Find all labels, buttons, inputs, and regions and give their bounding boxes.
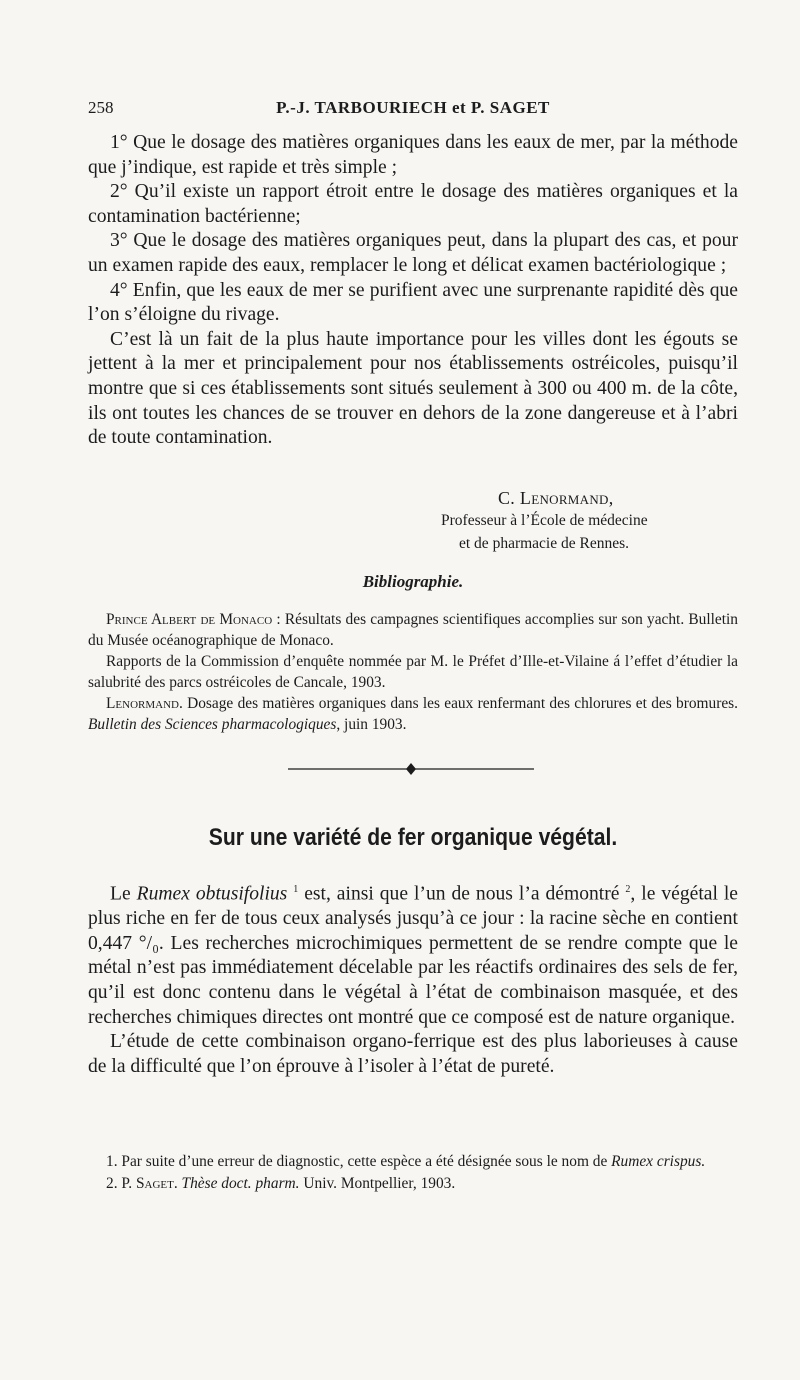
- page-number: 258: [88, 98, 114, 117]
- conclusion-3: 3° Que le dosage des matières organiques peut, dans la plupart des cas, et pour un examen rapide des eaux, remplacer le long et délicat examen bactériologique ;: [88, 230, 738, 276]
- conclusion-1: 1° Que le dosage des matières organiques dans les eaux de mer, par la méthode que j’indique, est rapide et très simple ;: [88, 132, 738, 178]
- bib-author: Lenormand.: [106, 695, 183, 712]
- footnote-work: Thèse doct. pharm.: [177, 1175, 300, 1192]
- footnote-ref-2: 2: [625, 884, 631, 895]
- running-title: P.-J. TARBOURIECH et P. SAGET: [276, 98, 550, 117]
- bib-tail: , juin 1903.: [336, 716, 407, 733]
- footnote-author: Saget.: [135, 1175, 178, 1192]
- footnote-2: 2. P. Saget. Thèse doct. pharm. Univ. Montpellier, 1903.: [106, 1175, 456, 1192]
- bib-text: Rapports de la Commission d’enquête nommée par M. le Préfet d’Ille-et-Vilaine á l’effet d’étudier la salubrité des parcs ostréicoles de Cancale, 1903.: [88, 653, 738, 691]
- footnote-species: Rumex crispus.: [611, 1153, 706, 1170]
- bib-journal: Bulletin des Sciences pharmacologiques: [88, 716, 337, 733]
- article-title: Sur une variété de fer organique végétal.: [208, 824, 618, 851]
- bibliography: [88, 609, 738, 735]
- bib-author: Prince Albert de Monaco :: [106, 611, 281, 628]
- footnote-ref-1: 1: [293, 884, 299, 895]
- bibliography-entry: [88, 609, 738, 651]
- bibliography-heading: Bibliographie.: [362, 572, 464, 591]
- conclusions-section: [88, 131, 738, 451]
- footnotes: [88, 1151, 738, 1195]
- article-paragraph-1: Le Rumex obtusifolius $^1$ est, ainsi que l’un de nous l’a démontré $^2$, le végétal le plus riche en fer de tous ceux analysés jusqu’à ce jour : la racine sèche en contient 0,447 °/₀. Les recherches microchimiques permettent de se rendre compte que le métal n’est pas immédiatement décelable par les réactifs ordinaires des sels de fer, qu’il est donc contenu dans le végétal à l’état de combinaison masquée, et des recherches chimiques directes ont montré que ce composé est de nature organique.: [88, 883, 738, 1028]
- species-name: Rumex obtusifolius: [136, 883, 288, 905]
- bib-text: Résultats des campagnes scientifiques accomplies sur son yacht. Bulletin du Musée océanographique de Monaco.: [88, 611, 739, 649]
- signature-title-line1: Professeur à l’École de médecine: [441, 512, 648, 529]
- bib-text: Dosage des matières organiques dans les eaux renfermant des chlorures et des bromures.: [182, 695, 738, 712]
- conclusion-summary: C’est là un fait de la plus haute importance pour les villes dont les égouts se jettent à la mer et principalement pour nos établissements ostréicoles, puisqu’il montre que si ces établissements sont situés seulement à 300 ou 400 m. de la côte, ils ont toutes les chances de se trouver en dehors de la zone dangereuse et à l’abri de toute contamination.: [88, 328, 738, 449]
- section-divider-ornament: [288, 762, 534, 776]
- article-body: [88, 878, 738, 1079]
- conclusion-4: 4° Enfin, que les eaux de mer se purifient avec une surprenante rapidité dès que l’on s’éloigne du rivage.: [88, 279, 738, 326]
- signature-title-line2: et de pharmacie de Rennes.: [459, 535, 629, 552]
- article-paragraph-2: L’étude de cette combinaison organo-ferrique est des plus laborieuses à cause de la difficulté que l’on éprouve à l’isoler à l’état de pureté.: [88, 1031, 738, 1077]
- bibliography-entry: [88, 693, 738, 735]
- footnote-1: 1. Par suite d’une erreur de diagnostic, cette espèce a été désignée sous le nom de Rumex crispus.: [106, 1153, 706, 1170]
- conclusion-2: 2° Qu’il existe un rapport étroit entre le dosage des matières organiques et la contamination bactérienne;: [88, 181, 738, 227]
- bibliography-entry: [88, 651, 738, 693]
- signature-name: C. Lenormand,: [498, 488, 614, 508]
- page-header: [88, 98, 738, 120]
